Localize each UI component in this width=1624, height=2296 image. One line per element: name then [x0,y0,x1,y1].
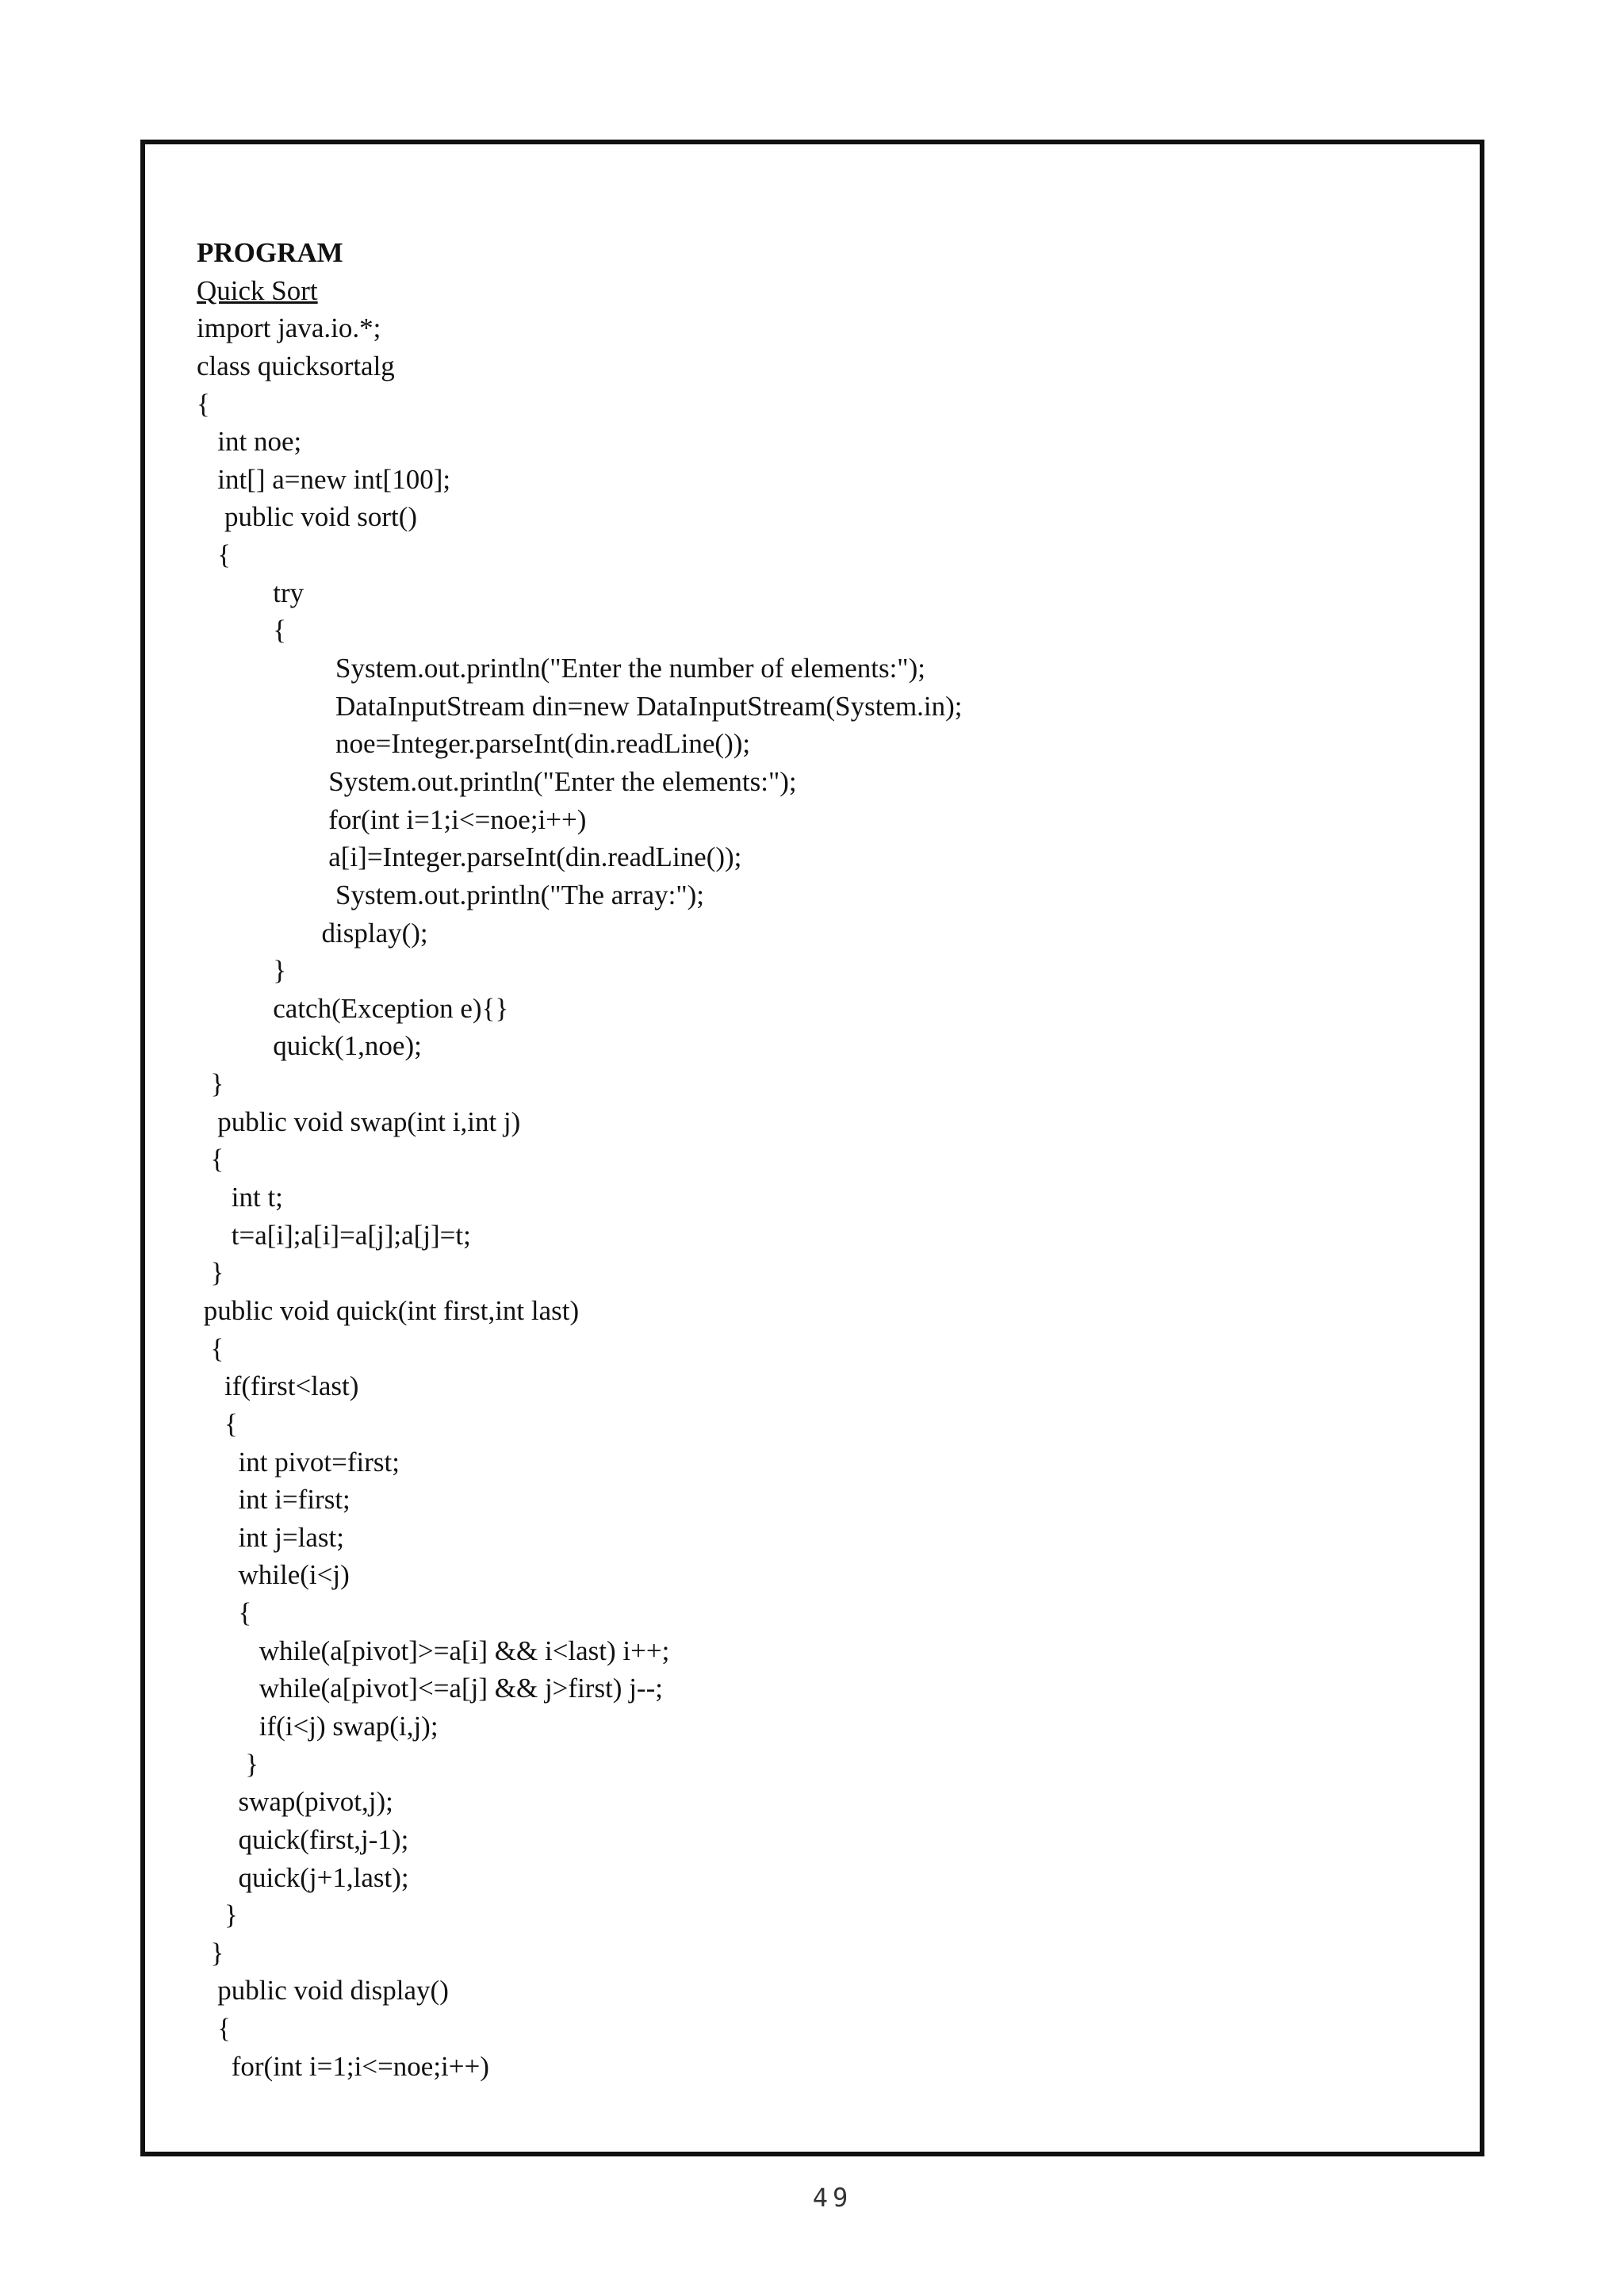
code-line: while(a[pivot]>=a[i] && i<last) i++; [197,1635,670,1666]
code-line: swap(pivot,j); [197,1786,393,1818]
code-line: { [197,1408,238,1439]
page-number: 49 [812,2183,853,2213]
code-line: int t; [197,1182,283,1213]
code-line: public void sort() [197,501,418,533]
code-line: System.out.println("Enter the elements:"); [197,765,797,797]
code-line: while(a[pivot]<=a[j] && j>first) j--; [197,1673,663,1704]
code-line: } [197,1748,259,1780]
code-line: if(i<j) swap(i,j); [197,1710,439,1742]
program-heading: PROGRAM [197,237,343,268]
code-line: quick(1,noe); [197,1030,422,1062]
code-line: int j=last; [197,1521,344,1553]
program-title: Quick Sort [197,274,318,306]
code-line: if(first<last) [197,1370,359,1402]
code-line: DataInputStream din=new DataInputStream(System.in); [197,690,963,722]
code-line: try [197,577,304,608]
code-line: } [197,1068,224,1100]
code-line: for(int i=1;i<=noe;i++) [197,803,587,835]
code-line: } [197,1257,224,1289]
code-line: { [197,539,232,571]
code-line: } [197,1937,224,1968]
code-line: public void swap(int i,int j) [197,1106,521,1137]
program-listing [197,234,963,2085]
code-line: for(int i=1;i<=noe;i++) [197,2050,489,2082]
code-line: } [197,1899,238,1931]
code-line: import java.io.*; [197,312,381,344]
code-line: } [197,955,287,987]
code-line: quick(j+1,last); [197,1861,409,1893]
code-line: while(i<j) [197,1559,350,1591]
code-line: { [197,2013,232,2045]
code-line: quick(first,j-1); [197,1823,409,1855]
code-line: System.out.println("The array:"); [197,879,704,910]
code-line: a[i]=Integer.parseInt(din.readLine()); [197,841,742,873]
code-line: { [197,1332,224,1364]
code-line: { [197,1144,224,1175]
code-line: int pivot=first; [197,1446,400,1478]
code-line: { [197,388,210,420]
code-line: int noe; [197,426,302,458]
code-line: t=a[i];a[i]=a[j];a[j]=t; [197,1219,471,1251]
code-line: { [197,1597,252,1629]
code-line: { [197,615,287,646]
code-line: public void quick(int first,int last) [197,1294,580,1326]
code-line: public void display() [197,1975,449,2007]
code-line: class quicksortalg [197,350,395,381]
code-line: catch(Exception e){} [197,992,509,1024]
code-line: int i=first; [197,1484,350,1516]
code-line: display(); [197,917,428,949]
code-line: noe=Integer.parseInt(din.readLine()); [197,728,751,760]
code-line: int[] a=new int[100]; [197,463,451,495]
code-line: System.out.println("Enter the number of elements:"); [197,653,925,684]
